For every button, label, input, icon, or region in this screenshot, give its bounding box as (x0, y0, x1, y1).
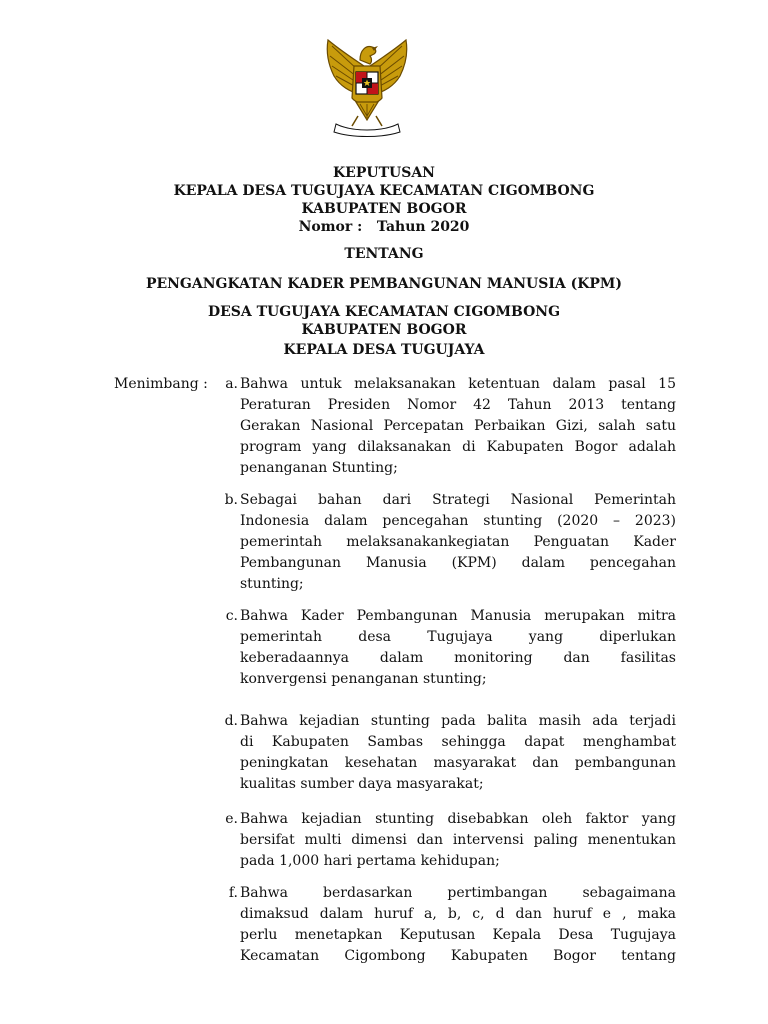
region-block (0, 303, 768, 339)
tentang-heading: TENTANG (344, 246, 424, 262)
item-line: Bahwa Kader Pembangunan Manusia merupakan mitra (240, 608, 676, 624)
menimbang-label: Menimbang : (114, 376, 208, 392)
item-letter: c. (225, 608, 238, 624)
item-line: Indonesia dalam pencegahan stunting (2020 – 2023) (240, 513, 676, 529)
item-text (240, 490, 676, 595)
item-text (240, 883, 676, 967)
region-village: DESA TUGUJAYA KECAMATAN CIGOMBONG (207, 304, 561, 320)
decree-title: KEPUTUSAN (333, 165, 435, 181)
official-title: KEPALA DESA TUGUJAYA (283, 342, 485, 358)
item-line: Kecamatan Cigombong Kabupaten Bogor tentang (240, 948, 676, 964)
item-line: perlu menetapkan Keputusan Kepala Desa Tugujaya (240, 927, 676, 943)
item-text (240, 809, 676, 872)
item-line: pada 1,000 hari pertama kehidupan; (240, 853, 500, 869)
item-text (240, 374, 676, 479)
item-letter: d. (224, 713, 238, 729)
decree-subject: PENGANGKATAN KADER PEMBANGUNAN MANUSIA (KPM) (145, 276, 623, 292)
item-text (240, 606, 676, 690)
item-line: keberadaannya dalam monitoring dan fasilitas (240, 650, 676, 666)
item-line: program yang dilaksanakan di Kabupaten Bogor adalah (240, 439, 676, 455)
item-line: konvergensi penanganan stunting; (240, 671, 487, 687)
region-regency: KABUPATEN BOGOR (301, 322, 467, 338)
item-letter: e. (225, 811, 238, 827)
item-line: stunting; (240, 576, 304, 592)
item-line: bersifat multi dimensi dan intervensi paling menentukan (240, 832, 676, 848)
decree-regency: KABUPATEN BOGOR (301, 201, 467, 217)
item-line: Bahwa kejadian stunting pada balita masih ada terjadi (240, 713, 676, 729)
item-line: peningkatan kesehatan masyarakat dan pembangunan (240, 755, 676, 771)
item-line: Pembangunan Manusia (KPM) dalam pencegahan (240, 555, 676, 571)
item-line: Gerakan Nasional Percepatan Perbaikan Gizi, salah satu (240, 418, 676, 434)
item-letter: f. (228, 885, 238, 901)
item-line: di Kabupaten Sambas sehingga dapat menghambat (240, 734, 676, 750)
item-line: pemerintah melaksanakankegiatan Penguatan Kader (240, 534, 676, 550)
item-letter: a. (225, 376, 238, 392)
item-text (240, 711, 676, 795)
item-line: Sebagai bahan dari Strategi Nasional Pemerintah (240, 492, 676, 508)
decree-issuer: KEPALA DESA TUGUJAYA KECAMATAN CIGOMBONG (173, 183, 595, 199)
item-letter: b. (224, 492, 238, 508)
item-line: pemerintah desa Tugujaya yang diperlukan (240, 629, 676, 645)
item-line: Peraturan Presiden Nomor 42 Tahun 2013 tentang (240, 397, 676, 413)
item-line: Bahwa berdasarkan pertimbangan sebagaimana (240, 885, 676, 901)
decree-header (0, 164, 768, 236)
item-line: penanganan Stunting; (240, 460, 398, 476)
item-line: dimaksud dalam huruf a, b, c, d dan huruf e , maka (240, 906, 676, 922)
item-line: Bahwa kejadian stunting disebabkan oleh faktor yang (240, 811, 676, 827)
garuda-pancasila-emblem-icon (322, 36, 412, 138)
item-line: kualitas sumber daya masyarakat; (240, 776, 484, 792)
decree-number: Nomor : Tahun 2020 (298, 219, 470, 235)
item-line: Bahwa untuk melaksanakan ketentuan dalam pasal 15 (240, 376, 676, 392)
